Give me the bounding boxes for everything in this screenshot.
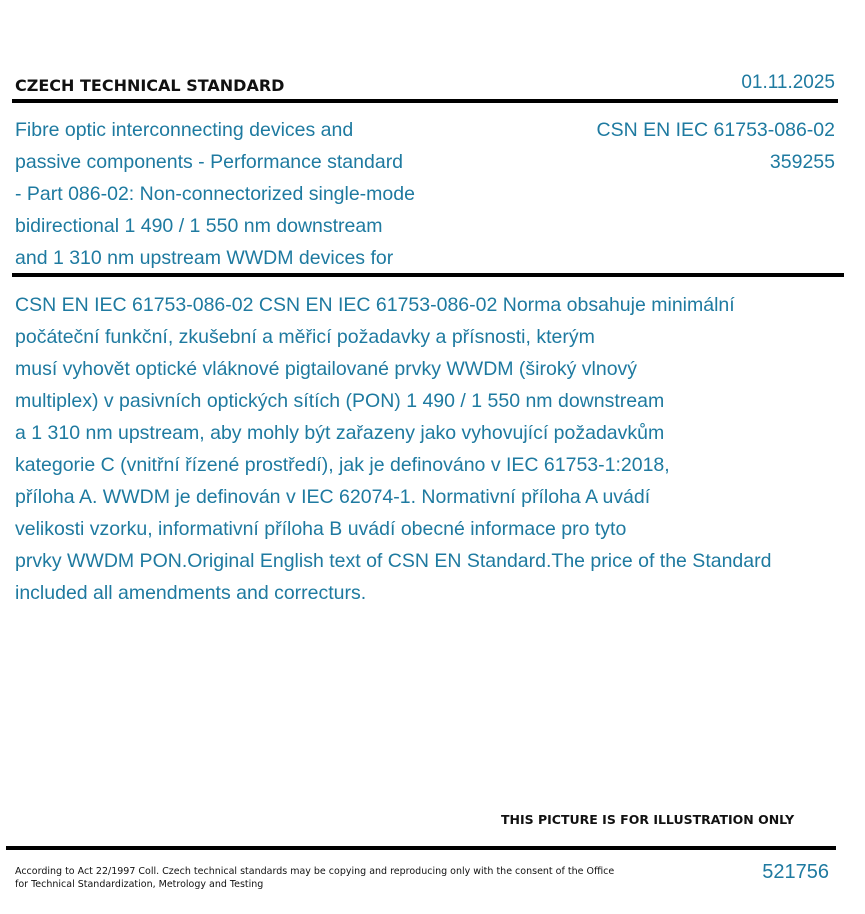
header-divider (12, 99, 838, 103)
standard-code: CSN EN IEC 61753-086-02 (596, 119, 835, 141)
document-category-label: CZECH TECHNICAL STANDARD (15, 76, 285, 95)
description-line: kategorie C (vnitřní řízené prostředí), jak je definováno v IEC 61753-1:2018, (15, 454, 670, 476)
description-line: included all amendments and correcturs. (15, 582, 367, 604)
issue-date: 01.11.2025 (741, 72, 835, 93)
title-line: and 1 310 nm upstream WWDM devices for (15, 247, 394, 269)
legal-notice-line: for Technical Standardization, Metrology and Testing (15, 879, 264, 890)
legal-notice (15, 865, 614, 891)
description-line: prvky WWDM PON.Original English text of CSN EN Standard.The price of the Standard (15, 550, 772, 572)
description-line: CSN EN IEC 61753-086-02 CSN EN IEC 61753-086-02 Norma obsahuje minimální (15, 294, 735, 316)
description-line: počáteční funkční, zkušební a měřicí požadavky a přísnosti, kterým (15, 326, 595, 348)
description-line: multiplex) v pasivních optických sítích (PON) 1 490 / 1 550 nm downstream (15, 390, 665, 412)
description-line: musí vyhovět optické vláknové pigtailované prvky WWDM (široký vlnový (15, 358, 638, 380)
legal-notice-line: According to Act 22/1997 Coll. Czech technical standards may be copying and reproducing only with the consent of the Office (15, 866, 615, 877)
title-line: bidirectional 1 490 / 1 550 nm downstream (15, 215, 383, 237)
standard-description (15, 289, 865, 609)
title-divider (12, 273, 844, 277)
description-line: velikosti vzorku, informativní příloha B uvádí obecné informace pro tyto (15, 518, 627, 540)
title-line: - Part 086-02: Non-connectorized single-mode (15, 183, 415, 205)
description-line: a 1 310 nm upstream, aby mohly být zařazeny jako vyhovující požadavkům (15, 422, 665, 444)
standard-identifiers (597, 114, 835, 178)
footer-divider (6, 846, 836, 850)
class-number: 359255 (769, 151, 835, 173)
description-line: příloha A. WWDM je definován v IEC 62074-1. Normativní příloha A uvádí (15, 486, 651, 508)
document-number: 521756 (762, 861, 829, 883)
title-line: passive components - Performance standard (15, 151, 404, 173)
standard-title (15, 114, 475, 274)
title-line: Fibre optic interconnecting devices and (15, 119, 354, 141)
illustration-disclaimer: THIS PICTURE IS FOR ILLUSTRATION ONLY (501, 812, 795, 827)
